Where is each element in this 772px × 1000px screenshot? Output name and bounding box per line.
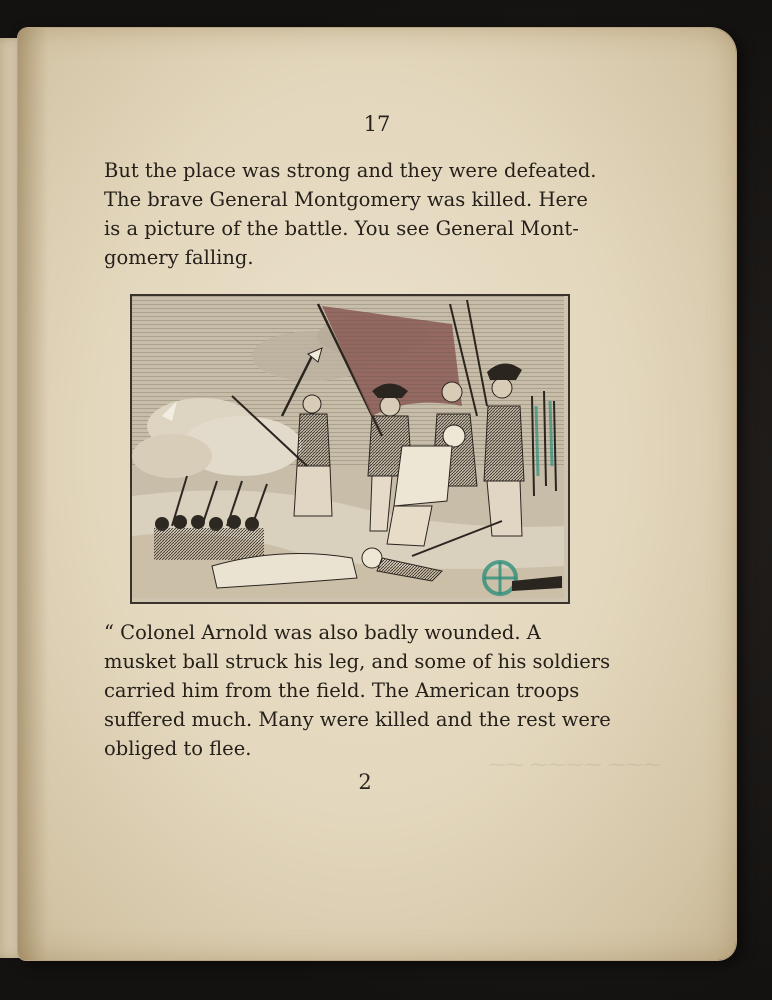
paragraph-1-line: gomery falling. xyxy=(104,246,254,269)
battle-engraving xyxy=(130,294,570,604)
book-page xyxy=(18,28,736,960)
signature-mark: 2 xyxy=(358,770,372,794)
paragraph-1-line: But the place was strong and they were defeated. xyxy=(104,159,597,182)
bleed-through-text: ⁓⁓ ⁓⁓⁓⁓ ⁓⁓⁓ xyxy=(488,754,662,775)
paragraph-2-line: carried him from the field. The American troops xyxy=(104,679,580,702)
paragraph-2 xyxy=(104,618,611,763)
paragraph-2-line: obliged to flee. xyxy=(104,737,252,760)
paragraph-2-line: suffered much. Many were killed and the rest were xyxy=(104,708,611,731)
paragraph-2-line: musket ball struck his leg, and some of his soldiers xyxy=(104,650,611,673)
page-gutter-shadow xyxy=(18,28,48,960)
page-number: 17 xyxy=(363,112,391,136)
paragraph-1-line: is a picture of the battle. You see General Mont- xyxy=(104,217,579,240)
paragraph-2-line: “ Colonel Arnold was also badly wounded. A xyxy=(104,621,541,644)
paragraph-1-line: The brave General Montgomery was killed. Here xyxy=(104,188,588,211)
paragraph-1 xyxy=(104,156,597,272)
